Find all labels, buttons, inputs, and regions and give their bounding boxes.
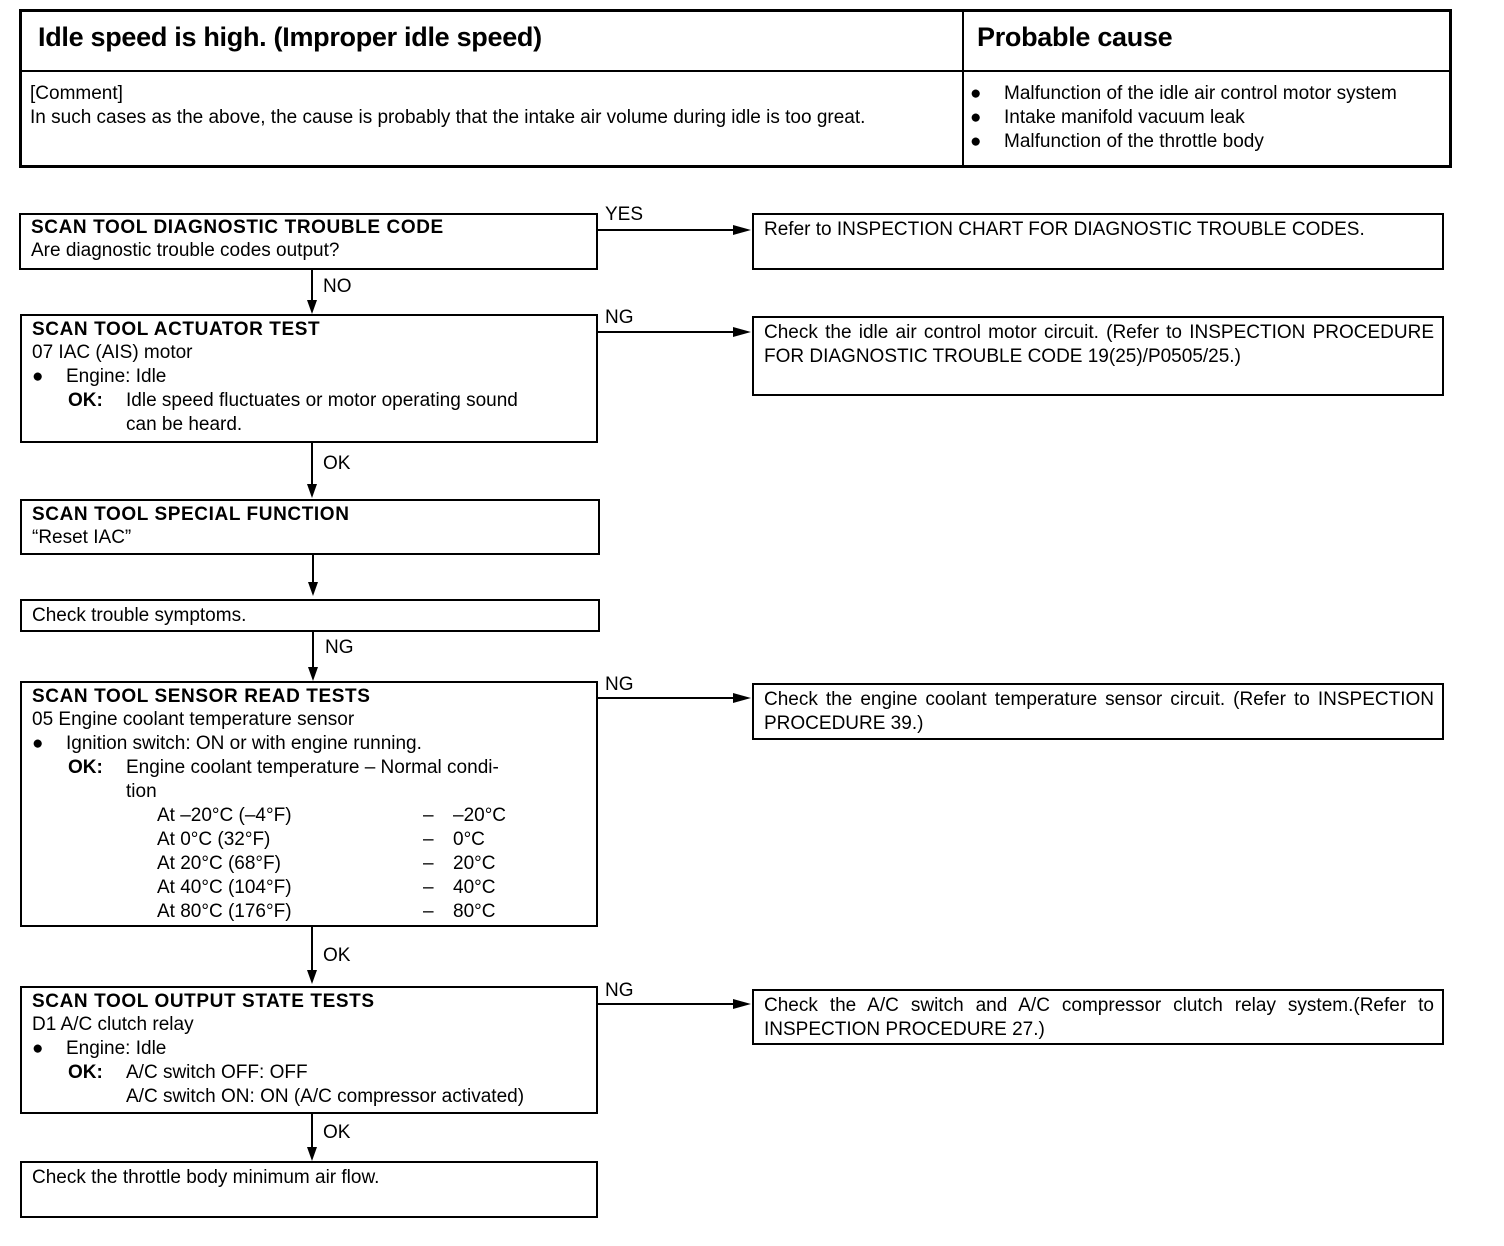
- ng-label: NG: [605, 307, 634, 328]
- result-ac-text: Check the A/C switch and A/C compressor clutch relay system.(Refer to INSPECTION PROCEDURE 27.): [764, 995, 1434, 1040]
- step-output-state-title: SCAN TOOL OUTPUT STATE TESTS: [32, 991, 375, 1012]
- step-dtc-question: Are diagnostic trouble codes output?: [31, 240, 340, 261]
- arrow-right-icon: [733, 225, 751, 235]
- ok-label: OK: [323, 945, 351, 966]
- step-actuator-box: SCAN TOOL ACTUATOR TEST 07 IAC (AIS) motor ● Engine: Idle OK: Idle speed fluctuates or motor operating sound can be heard.: [20, 314, 598, 443]
- bullet-icon: ●: [32, 733, 44, 754]
- arrow-down-icon: [307, 1147, 317, 1161]
- temp-row: At 0°C (32°F) – 0°C: [157, 829, 485, 850]
- yes-label: YES: [605, 204, 644, 225]
- no-connector: [311, 270, 313, 300]
- result-coolant-box: [752, 683, 1444, 740]
- arrow-right-icon: [733, 999, 751, 1009]
- cause-item: ● Malfunction of the idle air control motor system: [970, 83, 1397, 104]
- step-throttle-body-box: Check the throttle body minimum air flow.: [20, 1161, 598, 1218]
- result-iac-box: [752, 316, 1444, 396]
- arrow-down-icon: [307, 484, 317, 498]
- comment-label: [Comment]: [30, 83, 123, 104]
- ok-connector: [311, 443, 313, 485]
- result-iac-text: Check the idle air control motor circuit. (Refer to INSPECTION PROCEDURE FOR DIAGNOSTIC TROUBLE CODE 19(25)/P0505/25.): [764, 322, 1434, 367]
- arrow-down-icon: [308, 582, 318, 596]
- result-coolant-text: Check the engine coolant temperature sensor circuit. (Refer to INSPECTION PROCEDURE 39.): [764, 689, 1434, 734]
- ok-connector: [311, 927, 313, 971]
- arrow-down-icon: [307, 970, 317, 984]
- connector: [312, 555, 314, 583]
- step-special-function-box: SCAN TOOL SPECIAL FUNCTION “Reset IAC”: [20, 499, 600, 555]
- ng-label: NG: [605, 674, 634, 695]
- header-divider-horizontal: [22, 70, 1449, 72]
- ok-label: OK: [323, 453, 351, 474]
- arrow-down-icon: [308, 667, 318, 681]
- cause-item: ● Intake manifold vacuum leak: [970, 107, 1245, 128]
- result-ac-box: [752, 989, 1444, 1045]
- header-table: [19, 9, 1452, 168]
- comment-text: In such cases as the above, the cause is probably that the intake air volume during idle is too great.: [30, 107, 866, 128]
- bullet-icon: ●: [32, 1038, 44, 1059]
- step-sensor-read-title: SCAN TOOL SENSOR READ TESTS: [32, 686, 371, 707]
- ng-connector: [312, 632, 314, 668]
- temp-row: At –20°C (–4°F) – –20°C: [157, 805, 507, 826]
- page-title: Idle speed is high. (Improper idle speed): [38, 22, 542, 52]
- arrow-down-icon: [307, 300, 317, 314]
- no-label: NO: [323, 276, 352, 297]
- ng-label: NG: [605, 980, 634, 1001]
- arrow-right-icon: [733, 327, 751, 337]
- ng-connector: [597, 1003, 735, 1005]
- probable-cause-title: Probable cause: [977, 22, 1173, 52]
- step-dtc-box: [19, 213, 598, 270]
- header-divider-vertical: [962, 12, 964, 165]
- step-sensor-read-box: SCAN TOOL SENSOR READ TESTS 05 Engine coolant temperature sensor ● Ignition switch: ON or with engine running. OK: Engine coolant temperature – Normal condi- tion At –20°C (–4°F) – –20°C At 0°C (32°F) – 0°C At 20°C (68°F) – 20°C At 40°C (104°F) – 40°C At 80°C (176°F) – 80°C: [20, 681, 598, 927]
- cause-item: ● Malfunction of the throttle body: [970, 131, 1264, 152]
- step-actuator-title: SCAN TOOL ACTUATOR TEST: [32, 319, 321, 340]
- temp-row: At 20°C (68°F) – 20°C: [157, 853, 496, 874]
- step-check-symptoms-box: Check trouble symptoms.: [20, 599, 600, 632]
- result-dtc-box: [752, 213, 1444, 270]
- step-output-state-box: SCAN TOOL OUTPUT STATE TESTS D1 A/C clutch relay ● Engine: Idle OK: A/C switch OFF: OFF A/C switch ON: ON (A/C compressor activated): [20, 986, 598, 1114]
- ng-connector: [597, 331, 735, 333]
- bullet-icon: ●: [970, 131, 982, 152]
- ok-label: OK: [323, 1122, 351, 1143]
- ng-connector: [597, 697, 735, 699]
- bullet-icon: ●: [970, 83, 982, 104]
- ok-connector: [311, 1114, 313, 1148]
- probable-cause-list: [970, 82, 1397, 154]
- step-special-function-title: SCAN TOOL SPECIAL FUNCTION: [32, 504, 350, 525]
- temp-row: At 80°C (176°F) – 80°C: [157, 901, 496, 922]
- bullet-icon: ●: [32, 366, 44, 387]
- yes-connector: [597, 229, 735, 231]
- comment-block: [30, 82, 952, 130]
- step-dtc-title: SCAN TOOL DIAGNOSTIC TROUBLE CODE: [31, 217, 444, 238]
- result-dtc-text: Refer to INSPECTION CHART FOR DIAGNOSTIC TROUBLE CODES.: [764, 219, 1365, 240]
- arrow-right-icon: [733, 693, 751, 703]
- temp-row: At 40°C (104°F) – 40°C: [157, 877, 496, 898]
- ng-label: NG: [325, 637, 354, 658]
- bullet-icon: ●: [970, 107, 982, 128]
